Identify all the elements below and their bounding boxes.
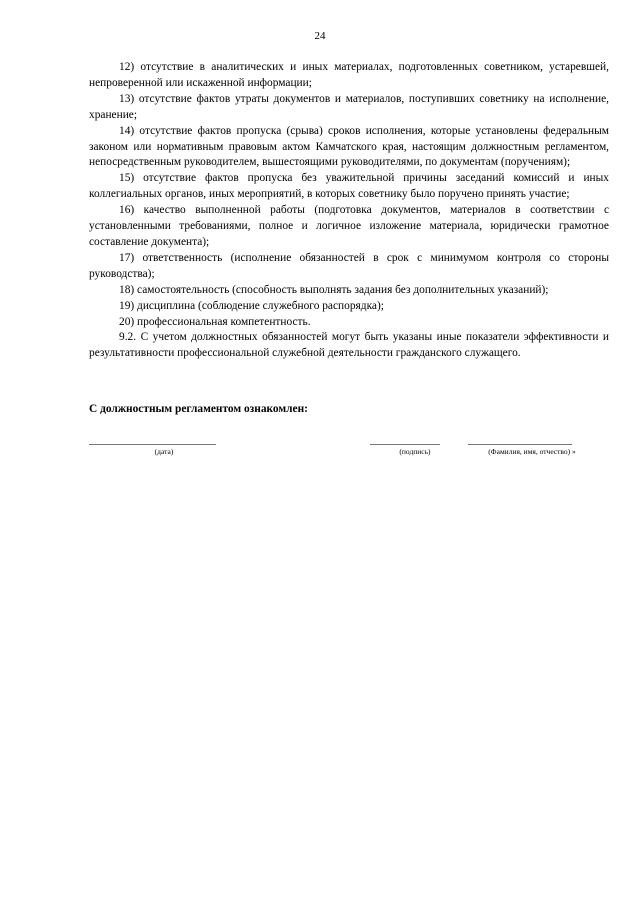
- name-label: (Фамилия, имя, отчество) »: [488, 447, 576, 456]
- document-body: [89, 60, 609, 362]
- list-item: 12) отсутствие в аналитических и иных материалах, подготовленных советником, устаревшей, непроверенной или искаженной информации;: [89, 61, 609, 89]
- date-line: [89, 444, 216, 445]
- acknowledgement-heading: С должностным регламентом ознакомлен:: [89, 403, 308, 415]
- date-label: (дата): [154, 447, 174, 456]
- list-item: 14) отсутствие фактов пропуска (срыва) сроков исполнения, которые установлены федеральным законом или нормативным правовым актом Камчатского края, настоящим должностным регламентом, непосредственным руководителем, вышестоящими руководителями, по документам (поручениям);: [89, 124, 609, 169]
- list-item: 18) самостоятельность (способность выполнять задания без дополнительных указаний);: [119, 283, 549, 296]
- page-number: 24: [314, 30, 326, 42]
- name-line: [468, 444, 572, 445]
- list-item: 16) качество выполненной работы (подготовка документов, материалов в соответствии с установленными требованиями, полное и логичное изложение материала, юридически грамотное составление документа);: [89, 204, 609, 248]
- list-item: 19) дисциплина (соблюдение служебного распорядка);: [119, 299, 384, 312]
- signature-label: (подпись): [399, 447, 431, 456]
- signature-line: [370, 444, 440, 445]
- list-item: 17) ответственность (исполнение обязанностей в срок с минимумом контроля со стороны руководства);: [89, 251, 609, 280]
- list-item: 13) отсутствие фактов утраты документов и материалов, поступивших советнику на исполнение, хранение;: [89, 92, 609, 121]
- list-item: 20) профессиональная компетентность.: [119, 315, 311, 328]
- section-paragraph-9-2: 9.2. С учетом должностных обязанностей могут быть указаны иные показатели эффективности и результативности профессиональной служебной деятельности гражданского служащего.: [89, 331, 609, 360]
- list-item: 15) отсутствие фактов пропуска без уважительной причины заседаний комиссий и иных коллегиальных органов, иных мероприятий, в которых советнику было поручено принять участие;: [89, 172, 609, 201]
